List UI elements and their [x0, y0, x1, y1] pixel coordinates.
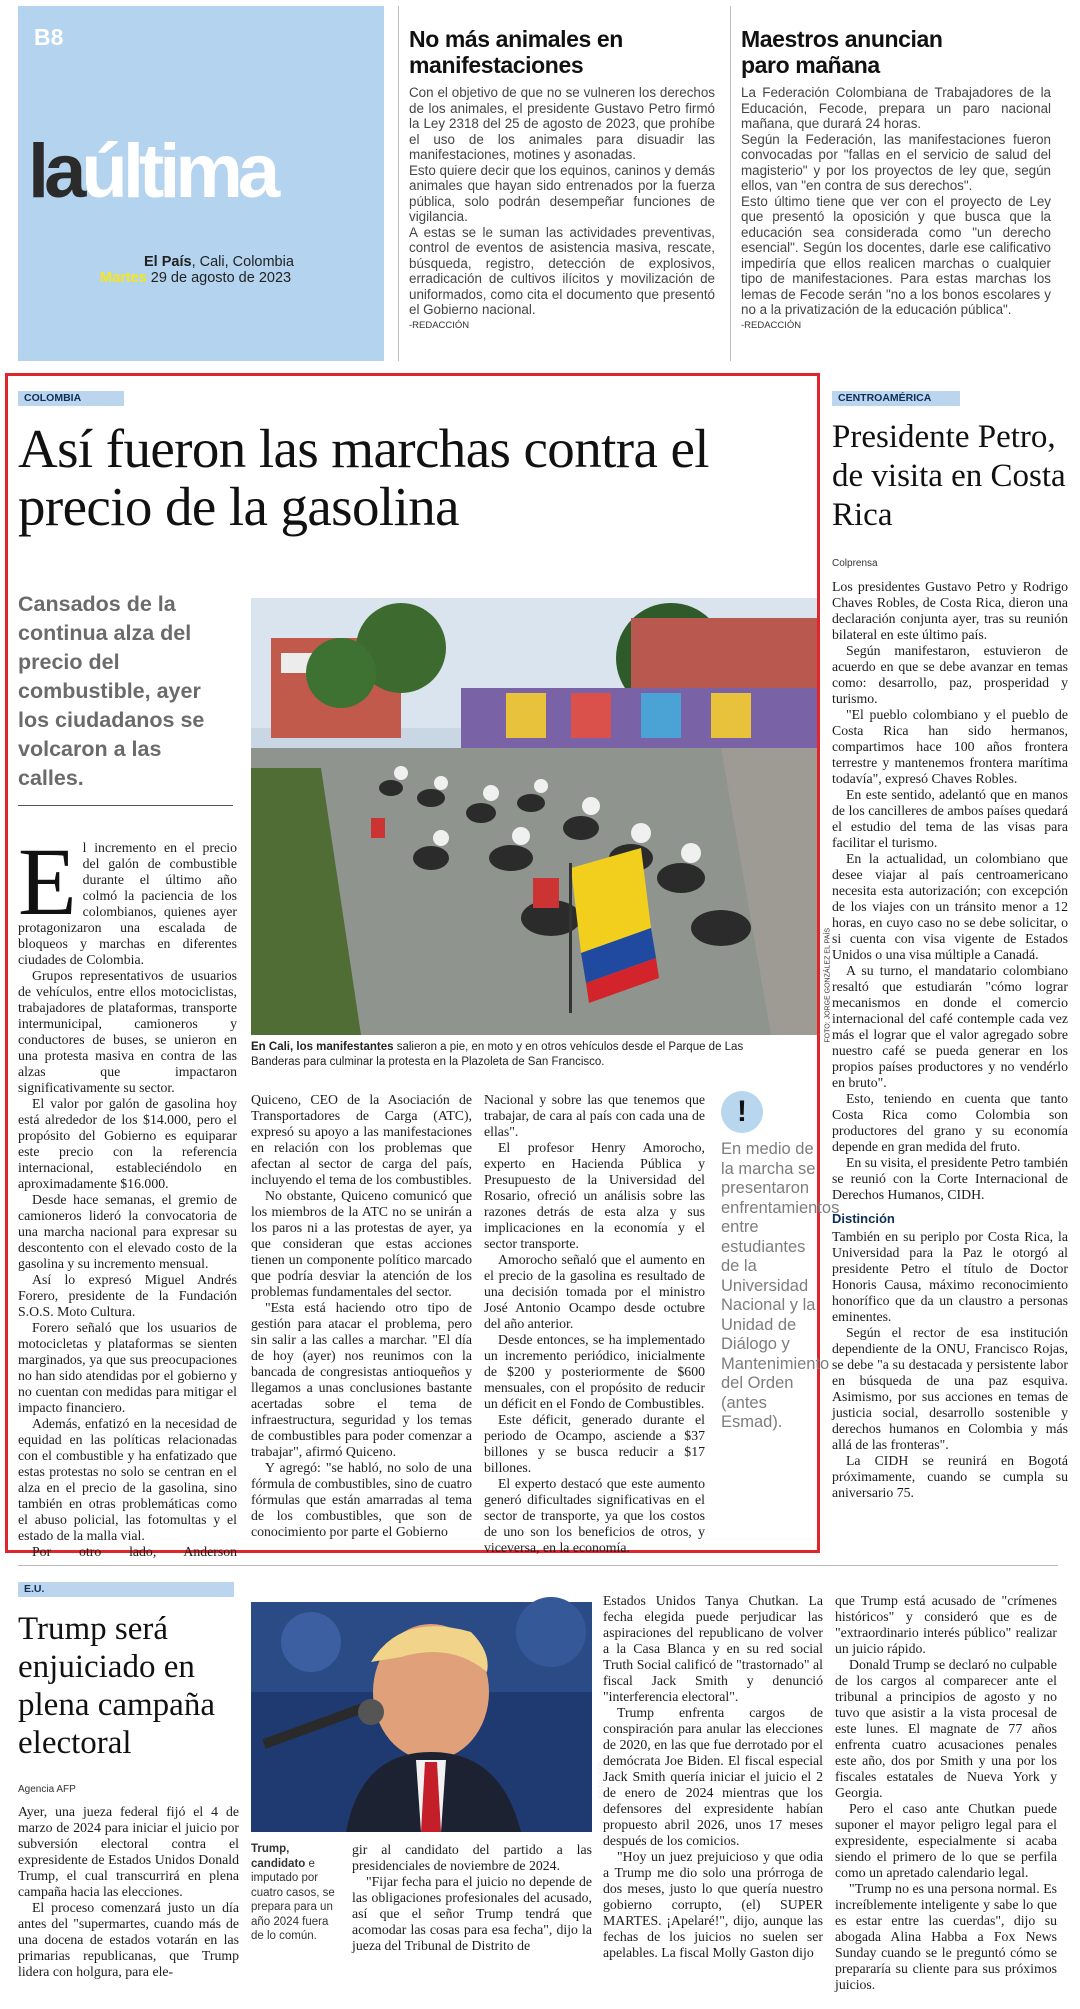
- paragraph: Según la Federación, las manifestaciones fueron convocadas por "fallas en el servicio de salud del magisterio" y por los proyectos de ley que, según ellos, van "en contra de sus derechos".: [741, 131, 1051, 193]
- alert-icon-glyph: !: [737, 1095, 747, 1128]
- paragraph: Estados Unidos Tanya Chutkan. La fecha elegida puede perjudicar las aspiraciones del republicano de volver a la Casa Blanca y en su red social Truth Social calificó de "trastornado" al fiscal Jack Smith y denunció "interferencia electoral".: [603, 1593, 823, 1704]
- section-tag-eu: E.U.: [18, 1582, 234, 1597]
- section-tag-colombia: COLOMBIA: [18, 391, 124, 406]
- paragraph: A estas se le suman las actividades preventivas, control de eventos de asistencia masiva, rescate, búsqueda, registro, detección de explosivos, erradicación de cultivos ilícitos y movilización de uniformados, como cita el documento que presentó el Gobierno nacional.: [409, 224, 715, 317]
- caption-text: e imputado por cuatro casos, se prepara para un año 2024 fuera de lo común.: [251, 1857, 335, 1942]
- paragraph: En su visita, el presidente Petro también se reunió con la Corte Internacional de Derechos Humanos, CIDH.: [832, 1155, 1068, 1202]
- brief-animales: [409, 26, 715, 331]
- trump-photo-caption: [251, 1842, 339, 1944]
- protest-photo-illustration: [251, 598, 817, 1035]
- costa-agency: Colprensa: [832, 558, 878, 569]
- paragraph: "Fijar fecha para el juicio no depende de las obligaciones profesionales del acusado, así que el señor Trump tendrá que acomodar las cosas para esa fecha", dijo la jueza del Tribunal de Distrito de: [352, 1874, 592, 1953]
- trump-col-3: [603, 1593, 823, 1961]
- paragraph: Nacional y sobre las que tenemos que trabajar, de cara al país con cada una de ellas".: [484, 1092, 705, 1139]
- paragraph: "El pueblo colombiano y el pueblo de Costa Rica han sido hermanos, compartimos hace 100 años frontera terrestre y mantenemos frontera marítima todavía", expresó Chaves Robles.: [832, 707, 1068, 786]
- paragraph: Esto quiere decir que los equinos, caninos y demás animales que hayan sido entrenados por la fuerza pública, solo podrán desempeñar funciones de vigilancia.: [409, 162, 715, 224]
- paragraph: El valor por galón de gasolina hoy está alrededor de los $14.000, pero el propósito del Gobierno es equiparar este precio con la referencia internacional, estableciéndolo en aproximadamente $16.000.: [18, 1096, 237, 1191]
- paper-location: , Cali, Colombia: [191, 254, 294, 270]
- paragraph: La Federación Colombiana de Trabajadores de la Educación, Fecode, prepara un paro nacional mañana, que durará 24 horas.: [741, 85, 1051, 131]
- paragraph: Trump enfrenta cargos de conspiración para anular las elecciones de 2020, en las que fue derrotado por el demócrata Joe Biden. El fiscal especial Jack Smith quería iniciar el juicio el 2 de enero de 2024 mientras que los defensores del expresidente habían propuesto abril 2026, unos 17 meses después de los comicios.: [603, 1705, 823, 1848]
- paragraph: En este sentido, adelantó que en manos de los cancilleres de ambos países quedará el estudio del tema de las visas para facilitar el turismo.: [832, 787, 1068, 850]
- brief-body: [409, 85, 715, 318]
- paragraph: Amorocho señaló que el aumento en el precio de la gasolina es resultado de una decisión tomada por el ministro José Antonio Ocampo desde octubre del año anterior.: [484, 1252, 705, 1331]
- paragraph: Con el objetivo de que no se vulneren los derechos de los animales, el presidente Gustavo Petro firmó la Ley 2318 del 25 de agosto de 2023, que prohíbe el uso de los animales para disuadir las manifestaciones, motines y asonadas.: [409, 85, 715, 162]
- page-number: B8: [34, 24, 64, 50]
- paragraph: El profesor Henry Amorocho, experto en Hacienda Pública y Presupuesto de la Universidad del Rosario, ofreció un análisis sobre las razones detrás de esta alza y sus implicaciones en la economía y el sector transporte.: [484, 1140, 705, 1251]
- deck-rule: [18, 805, 233, 806]
- paragraph: Así lo expresó Miguel Andrés Forero, presidente de la Fundación S.O.S. Moto Cultura.: [18, 1272, 237, 1319]
- logo-ultima: última: [81, 129, 276, 214]
- main-photo: [251, 598, 832, 1043]
- trump-col-2: [352, 1842, 592, 1954]
- paragraph: Desde hace semanas, el gremio de camioneros lideró la convocatoria de una marcha nacional para expresar su descontento con el elevado costo de la gasolina y su incremento mensual.: [18, 1192, 237, 1271]
- paragraph: Según el rector de esa institución dependiente de la ONU, Francisco Rojas, se debe "a su destacada y persistente labor en búsqueda de una paz esquiva. Asimismo, por sus acciones en temas de justicia social, desarrollo sostenible y derechos humanos en Colombia y más allá de las fronteras".: [832, 1325, 1068, 1452]
- main-headline: Así fueron las marchas contra el precio de la gasolina: [18, 418, 709, 537]
- trump-photo-illustration: [251, 1602, 592, 1832]
- brief-body: [741, 85, 1051, 318]
- paragraph: También en su periplo por Costa Rica, la Universidad para la Paz le otorgó al presidente Petro el título de Doctor Honoris Causa, máximo reconocimiento honorífico que da un claustro a personas eminentes.: [832, 1229, 1068, 1324]
- paragraph: que Trump está acusado de "crímenes históricos" y consideró que es de "extraordinario interés público" realizar un juicio rápido.: [835, 1593, 1057, 1656]
- section-tag-centroamerica: CENTROAMÉRICA: [832, 391, 960, 406]
- main-col-2: [251, 1092, 472, 1540]
- trump-headline: Trump será enjuiciado en plena campaña electoral: [18, 1611, 215, 1761]
- caption-bold: Trump, candidato: [251, 1843, 306, 1870]
- masthead-paper: [144, 254, 294, 270]
- brief-credit: -REDACCIÓN: [409, 319, 470, 331]
- paragraph: No obstante, Quiceno comunicó que los miembros de la ATC no se unirán a los paros ni a las protestas de ayer, ya que consideran que estas acciones tienen un componente político marcado que podría desviar la atención de los problemas fundamentales del sector.: [251, 1188, 472, 1299]
- paragraph: Pero el caso ante Chutkan puede suponer el mayor peligro legal para el expresidente, especialmente si acaba siendo el primero de lo que se perfila como un apretado calendario legal.: [835, 1801, 1057, 1880]
- paragraph: "Trump no es una persona normal. Es increíblemente inteligente y sabe lo que es estar entre las cuerdas", dijo su abogada Alina Habba a Fox News Sunday cuando se le preguntó cómo se prepararía su cliente para sus próximos juicios.: [835, 1881, 1057, 1992]
- costa-body: [832, 579, 1068, 1501]
- paragraph: Los presidentes Gustavo Petro y Rodrigo Chaves Robles, de Costa Rica, dieron una declaración conjunta ayer, tras su reunión bilateral en este último país.: [832, 579, 1068, 642]
- paragraph: Esto último tiene que ver con el proyecto de Ley que presentó la oposición y que busca que la educación sea considerada como "un derecho esencial". Según los docentes, darle ese calificativo impediría que ellos realicen marchas o cualquier tipo de manifestaciones. Para estas marchas los lemas de Fecode serán "no a los bonos escolares y no a la privatización de la educación pública".: [741, 193, 1051, 317]
- paragraph: "Esta está haciendo otro tipo de gestión para atacar el problema, pero sin salir a las calles a marchar. "El día de hoy (ayer) nos reunimos con la bancada de congresistas antioqueños y llegamos a unas conclusiones bastante acertadas sobre el tema de infraestructura, seguridad y los temas de combustibles para poder comenzar a trabajar", afirmó Quiceno.: [251, 1300, 472, 1459]
- masthead-day: Martes: [100, 270, 147, 286]
- brief-maestros: [741, 26, 1051, 331]
- paragraph: En la actualidad, un colombiano que desee viajar al país centroamericano necesita esta autorización; con excepción de los viajes con un tránsito menor a 12 horas, en cuyo caso no se debe solicitar, o si cuenta con visa vigente de Estados Unidos o una visa múltiple a Canadá.: [832, 851, 1068, 962]
- paragraph: El experto destacó que este aumento generó dificultades significativas en el sector de transporte, ya que los costos de uno son los beneficios de otros, y viceversa, en la economía.: [484, 1476, 705, 1555]
- brief-title: Maestros anuncian paro mañana: [741, 26, 943, 78]
- paragraph: Ayer, una jueza federal fijó el 4 de marzo de 2024 para iniciar el juicio por subversión electoral contra el expresidente de Estados Unidos Donald Trump, el cual transcurrirá en plena campaña hacia las elecciones.: [18, 1804, 239, 1899]
- trump-photo: [251, 1602, 605, 1832]
- paragraph: Por otro lado, Anderson: [32, 1544, 237, 1559]
- paragraph: Grupos representativos de usuarios de vehículos, entre ellos motociclistas, trabajadores de plataformas, transporte intermunicipal, camioneros y conductores de buses, se unieron en una protesta masiva en contra de las alzas que impactaron significativamente su sector.: [18, 968, 237, 1095]
- dropcap: E: [18, 828, 77, 935]
- paragraph: gir al candidato del partido a las presidenciales de noviembre de 2024.: [352, 1842, 592, 1873]
- main-col-1: [18, 828, 237, 1560]
- costa-subhead: Distinción: [832, 1211, 895, 1226]
- paragraph: Forero señaló que los usuarios de motocicletas y plataformas se sienten marginados, ya que sus preocupaciones no han sido atendidas por el gobierno y no cuentan con medidas para mitigar el impacto financiero.: [18, 1320, 237, 1415]
- masthead-date-text: 29 de agosto de 2023: [146, 270, 292, 286]
- main-photo-credit: FOTO: JORGE GONZÁLEZ EL PAÍS: [825, 928, 832, 1043]
- brief-title: No más animales en manifestaciones: [409, 26, 623, 78]
- paragraph: La CIDH se reunirá en Bogotá próximamente, cuando se cumpla su aniversario 75.: [832, 1453, 1068, 1500]
- paragraph: Según manifestaron, estuvieron de acuerdo en que se debe avanzar en temas como: desarrollo, paz, prosperidad y turismo.: [832, 643, 1068, 706]
- paragraph: Este déficit, generado durante el periodo de Ocampo, asciende a $37 billones y se busca reducir a $17 billones.: [484, 1412, 705, 1475]
- trump-col-1: [18, 1804, 239, 1980]
- caption-text: salieron a pie, en moto y en otros vehículos desde el Parque de Las Banderas para culminar la protesta en la Plazoleta de San Francisco.: [251, 1041, 744, 1068]
- divider: [730, 6, 731, 361]
- divider: [398, 6, 399, 361]
- main-col-3: [484, 1092, 705, 1556]
- paragraph: El proceso comenzará justo un día antes del "supermartes, cuando más de una docena de estados votarán en las primarias republicanas, que Trump lidera con holgura, para ele-: [18, 1900, 239, 1979]
- masthead-date: [100, 270, 291, 286]
- paragraph: Donald Trump se declaró no culpable de los cargos al comparecer ante el tribunal a principios de agosto y no tuvo que asistir a la vista procesal de este lunes. El magnate de 77 años enfrenta cuatro acusaciones penales este año, dos por Smith y una por los fiscales estatales de Nueva York y Georgia.: [835, 1657, 1057, 1800]
- trump-photo-credit: FOTO: AFP: [598, 1762, 605, 1799]
- paragraph: Además, enfatizó en la necesidad de equidad en las políticas relacionadas con el combustible y ha enfatizado que estas protestas no solo se centran en el alza en el precio de la gasolina, sino también en otras problemáticas como el abuso policial, las fotomultas y el estado de la malla vial.: [18, 1416, 237, 1543]
- caption-bold: En Cali, los manifestantes: [251, 1041, 394, 1053]
- main-photo-caption: [251, 1040, 791, 1070]
- brief-credit: -REDACCIÓN: [741, 319, 802, 331]
- paragraph: A su turno, el mandatario colombiano resaltó que estudiarán "cómo lograr mecanismos en donde el comercio internacional del café contemple cada vez más el lograr que el valor agregado sobre nuestro café se pueda generar en los propios países productores y no vendérlo en bruto".: [832, 963, 1068, 1090]
- alert-icon: [721, 1091, 763, 1133]
- paper-name: El País: [144, 254, 192, 270]
- paragraph: Desde entonces, se ha implementado un incremento periódico, inicialmente de $200 y posteriormente de $600 mensuales, con el propósito de reducir un déficit en el Fondo de Combustibles.: [484, 1332, 705, 1411]
- trump-agency: Agencia AFP: [18, 1784, 76, 1795]
- paragraph: Y agregó: "se habló, no solo de una fórmula de combustibles, sino de cuatro fórmulas que están amarradas al tema de los combustibles, que son de conocimiento por parte el Gobierno: [251, 1460, 472, 1539]
- divider: [18, 1565, 1058, 1566]
- paragraph: Quiceno, CEO de la Asociación de Transportadores de Carga (ATC), expresó su apoyo a las manifestaciones en relación con los problemas que afectan al sector de carga del país, incluyendo el tema de los combustibles.: [251, 1092, 472, 1187]
- costa-headline: Presidente Petro, de visita en Costa Rica: [832, 419, 1066, 533]
- lead-paragraph: l incremento en el precio del galón de combustible durante el último año colmó la paciencia de los colombianos, quienes ayer protagonizaron una escalada de bloqueos y marchas en diferentes ciudades de Colombia.: [18, 840, 237, 967]
- paragraph: Esto, teniendo en cuenta que tanto Costa Rica como Colombia son productores del grano y su economía depende en gran medida del fruto.: [832, 1091, 1068, 1154]
- main-deck: Cansados de la continua alza del precio del combustible, ayer los ciudadanos se volcaron a las calles.: [18, 592, 205, 790]
- sidebar-note: En medio de la marcha se presentaron enfrentamientos entre estudiantes de la Universidad Nacional y la Unidad de Diálogo y Mantenimiento del Orden (antes Esmad).: [721, 1140, 840, 1431]
- masthead-logo: [28, 129, 276, 214]
- logo-la: la: [28, 129, 82, 214]
- trump-col-4: [835, 1593, 1057, 1993]
- paragraph: "Hoy un juez prejuicioso y que odia a Trump me dio solo una prórroga de dos meses, justo lo que quería nuestro gobierno corrupto, (el) SUPER MARTES. ¡Apelaré!", dijo, aunque las fechas de los juicios no suelen ser apelables. La fiscal Molly Gaston dijo: [603, 1849, 823, 1960]
- masthead-box: [18, 6, 384, 361]
